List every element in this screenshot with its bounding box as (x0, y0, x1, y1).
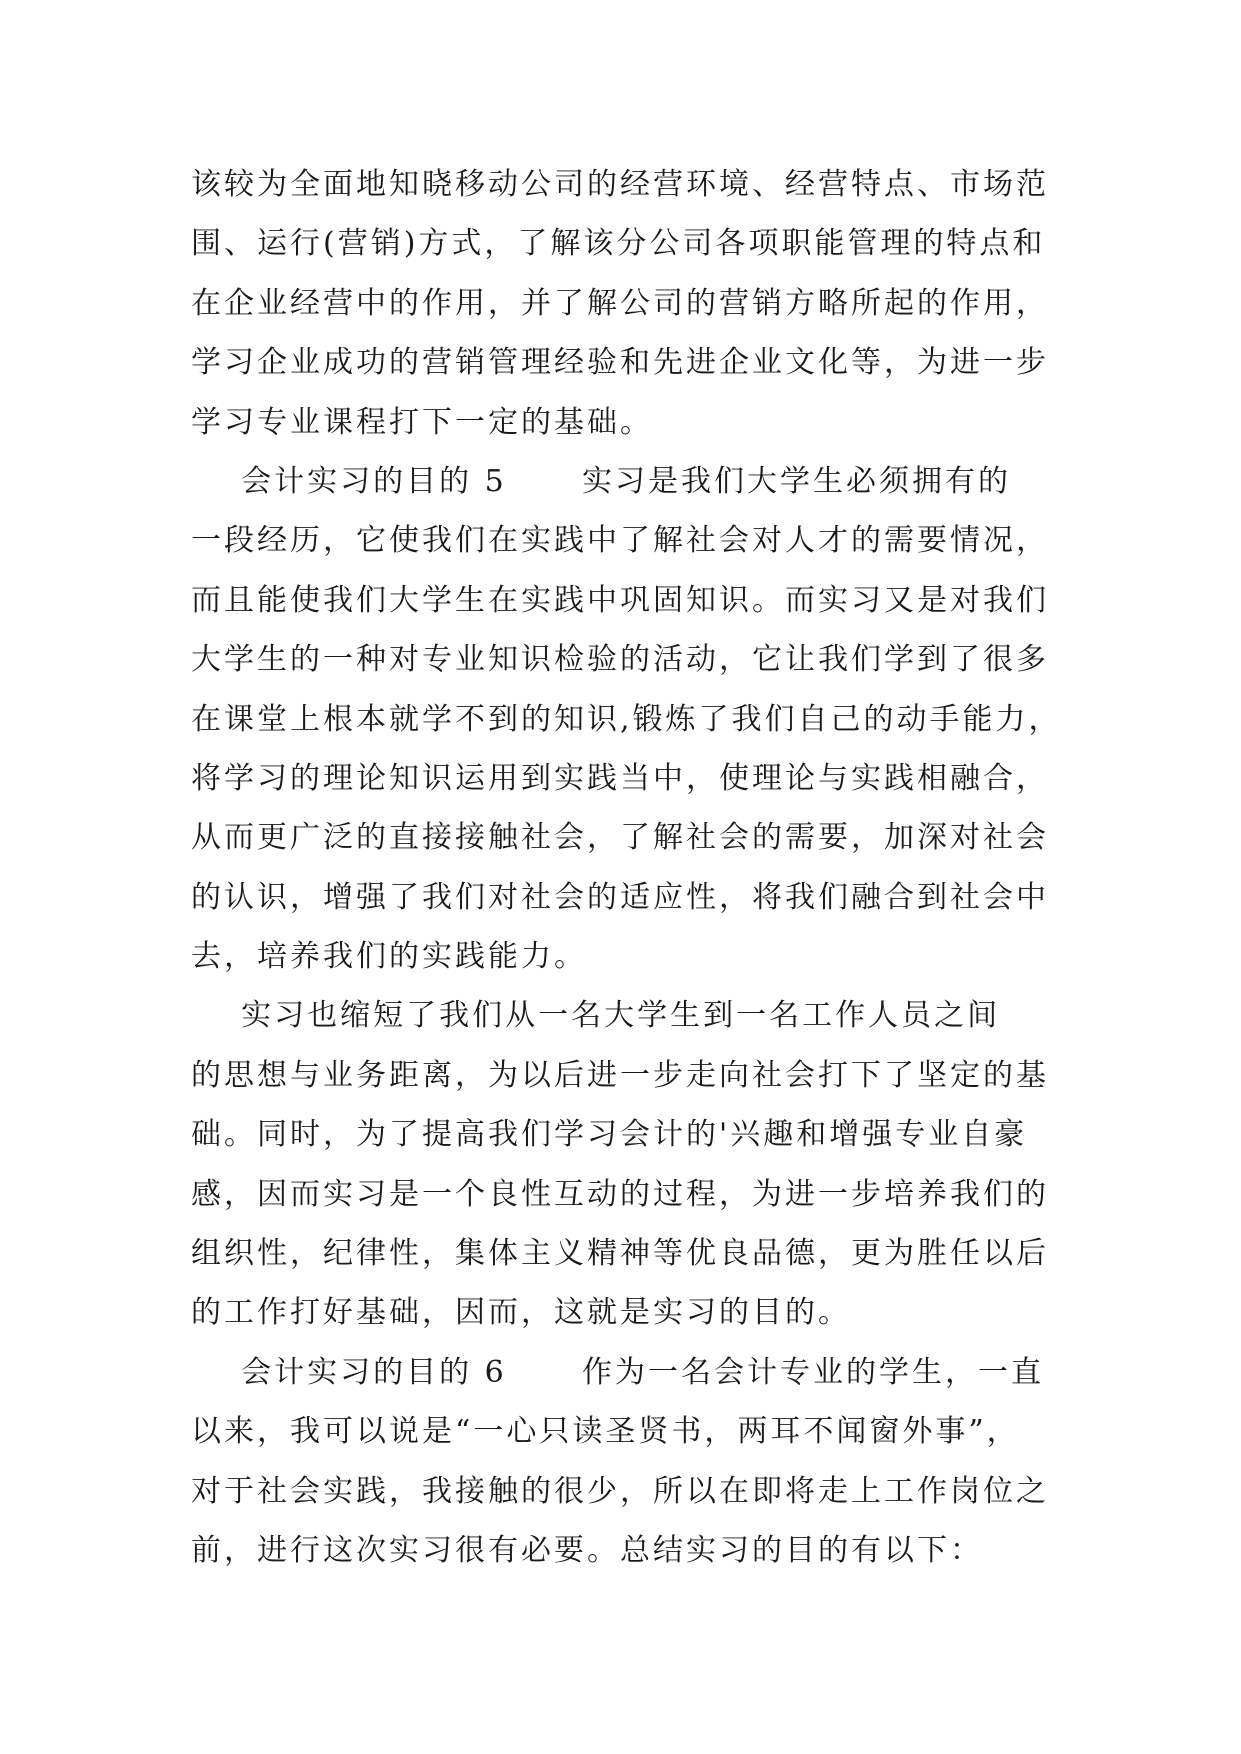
document-body (191, 155, 1071, 1580)
text-line: 以来，我可以说是“一心只读圣贤书，两耳不闻窗外事”， (191, 1414, 1020, 1450)
text-line: 会计实习的目的 5 实习是我们大学生必须拥有的 (191, 463, 1011, 499)
text-line: 去，培养我们的实践能力。 (191, 939, 587, 975)
text-line: 围、运行(营销)方式，了解该分公司各项职能管理的特点和 (191, 226, 1046, 262)
text-line: 实习也缩短了我们从一名大学生到一名工作人员之间 (191, 998, 1001, 1034)
text-line: 学习专业课程打下一定的基础。 (191, 404, 653, 440)
text-line: 前，进行这次实习很有必要。总结实习的目的有以下： (191, 1532, 983, 1568)
paragraph-3 (191, 986, 1071, 1342)
paragraph-1 (191, 155, 1071, 452)
text-line: 的思想与业务距离，为以后进一步走向社会打下了坚定的基 (191, 1057, 1049, 1093)
text-line: 将学习的理论知识运用到实践当中，使理论与实践相融合， (191, 760, 1049, 796)
text-line: 大学生的一种对专业知识检验的活动，它让我们学到了很多 (191, 642, 1049, 678)
text-line: 而且能使我们大学生在实践中巩固知识。而实习又是对我们 (191, 582, 1049, 618)
text-line: 对于社会实践，我接触的很少，所以在即将走上工作岗位之 (191, 1473, 1049, 1509)
paragraph-4 (191, 1343, 1071, 1581)
text-line: 在企业经营中的作用，并了解公司的营销方略所起的作用， (191, 285, 1049, 321)
text-line: 的认识，增强了我们对社会的适应性，将我们融合到社会中 (191, 879, 1049, 915)
text-line: 该较为全面地知晓移动公司的经营环境、经营特点、市场范 (191, 167, 1049, 202)
text-line: 一段经历，它使我们在实践中了解社会对人才的需要情况， (191, 523, 1049, 559)
text-line: 组织性，纪律性，集体主义精神等优良品德，更为胜任以后 (191, 1236, 1049, 1272)
text-line: 从而更广泛的直接接触社会，了解社会的需要，加深对社会 (191, 820, 1049, 856)
text-line: 的工作打好基础，因而，这就是实习的目的。 (191, 1295, 851, 1331)
text-line: 础。同时，为了提高我们学习会计的'兴趣和增强专业自豪 (191, 1117, 1028, 1153)
text-line: 感，因而实习是一个良性互动的过程，为进一步培养我们的 (191, 1176, 1049, 1212)
text-line: 学习企业成功的营销管理经验和先进企业文化等，为进一步 (191, 345, 1049, 381)
text-line: 会计实习的目的 6 作为一名会计专业的学生，一直 (191, 1354, 1044, 1390)
text-line: 在课堂上根本就学不到的知识,锻炼了我们自己的动手能力， (191, 701, 1062, 737)
paragraph-2 (191, 452, 1071, 987)
